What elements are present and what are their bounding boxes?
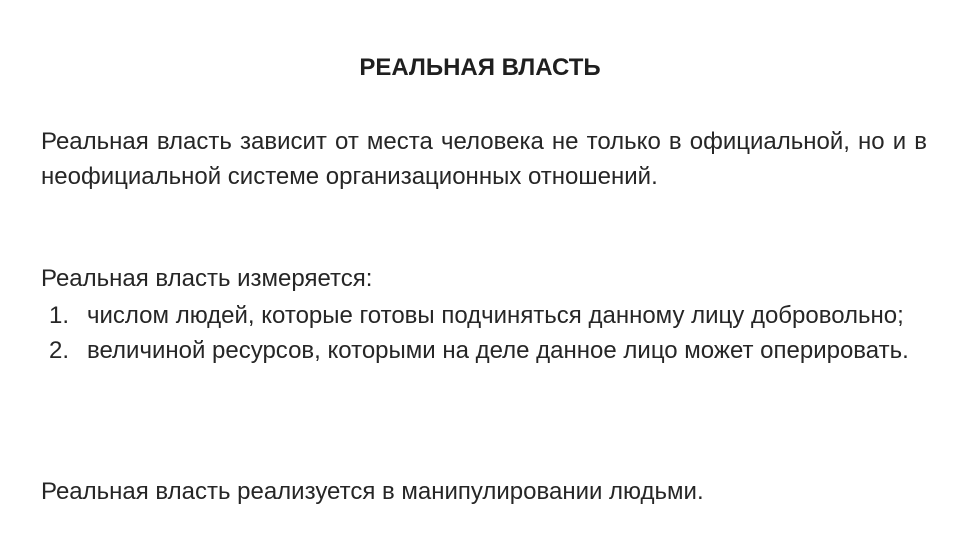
list-item-number: 1.	[49, 302, 70, 329]
list-item-number: 2.	[49, 337, 70, 364]
paragraph-realization: Реальная власть реализуется в манипулировании людьми.	[41, 478, 704, 505]
paragraph-dependence: Реальная власть зависит от места человека не только в официальной, но и в неофициальной системе организационных отношений.	[41, 128, 927, 190]
slide-title: РЕАЛЬНАЯ ВЛАСТЬ	[359, 54, 601, 81]
measurement-list	[41, 298, 927, 368]
list-item-text: числом людей, которые готовы подчиняться данному лицу добровольно;	[87, 302, 904, 329]
list-item	[41, 298, 927, 333]
list-item-text: величиной ресурсов, которыми на деле данное лицо может оперировать.	[87, 337, 909, 364]
paragraph-measurement-intro: Реальная власть измеряется:	[41, 265, 373, 292]
list-item	[41, 333, 927, 368]
